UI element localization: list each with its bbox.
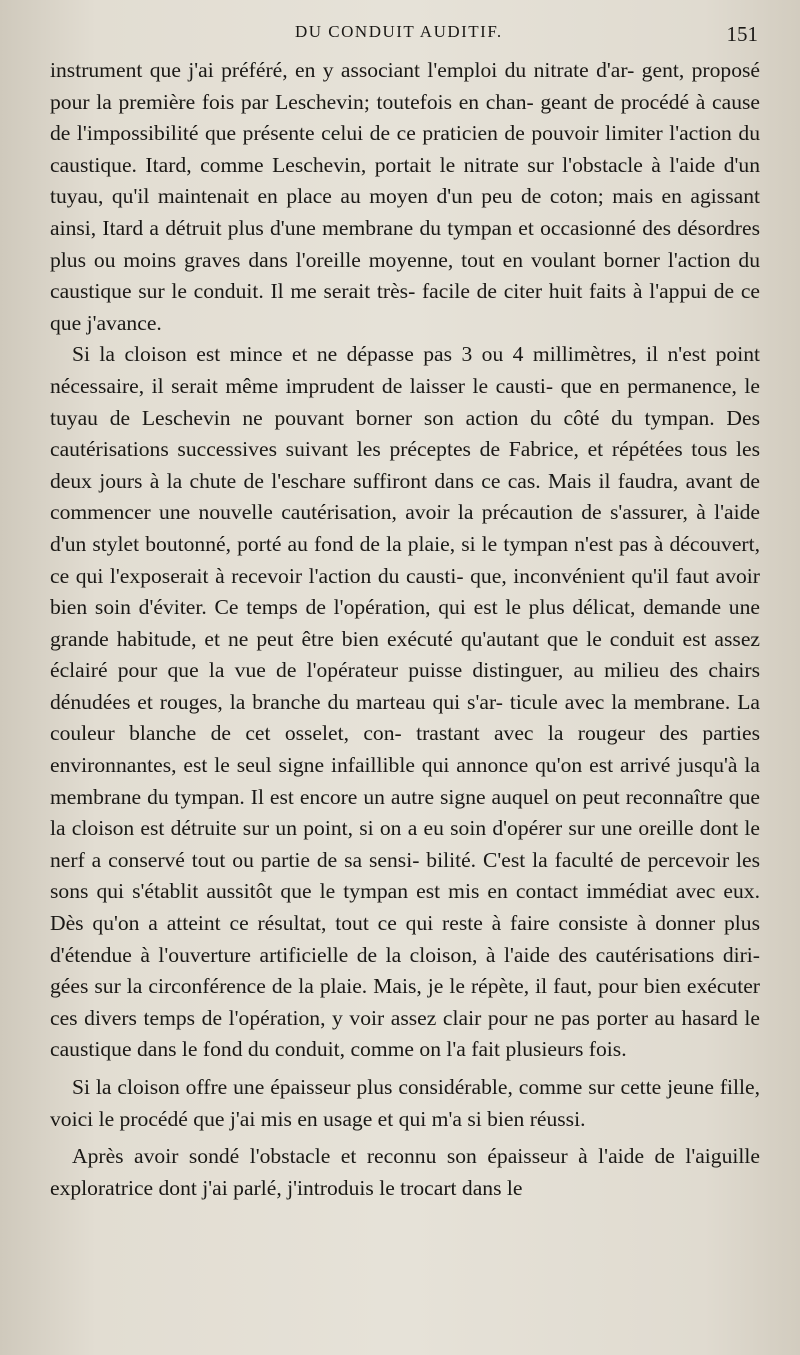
paragraph: Si la cloison offre une épaisseur plus considérable, comme sur cette jeune fille, voici le procédé que j'ai mis en usage et qui m'a si bien réussi. <box>50 1075 760 1131</box>
paragraph: Après avoir sondé l'obstacle et reconnu son épaisseur à l'aide de l'aiguille exploratrice dont j'ai parlé, j'introduis le trocart dans le <box>50 1144 760 1200</box>
body-text <box>50 55 760 1204</box>
paragraph: Si la cloison est mince et ne dépasse pas 3 ou 4 millimètres, il n'est point nécessaire, il serait même imprudent de laisser le causti- que en permanence, le tuyau de Leschevin ne pouvant borner son action du côté du tympan. Des cautérisations successives suivant les préceptes de Fabrice, et répétées tous les deux jours à la chute de l'eschare suffiront dans ce cas. Mais il faudra, avant de commencer une nouvelle cautérisation, avoir la précaution de s'assurer, à l'aide d'un stylet boutonné, porté au fond de la plaie, si le tympan n'est pas à découvert, ce qui l'exposerait à recevoir l'action du causti- que, inconvénient qu'il faut avoir bien soin d'éviter. Ce temps de l'opération, qui est le plus délicat, demande une grande habitude, et ne peut être bien exécuté qu'autant que le conduit est assez éclairé pour que la vue de l'opérateur puisse distinguer, au milieu des chairs dénudées et rouges, la branche du marteau qui s'ar- ticule avec la membrane. La couleur blanche de cet osselet, con- trastant avec la rougeur des parties environnantes, est le seul signe infaillible qui annonce qu'on est arrivé jusqu'à la membrane du tympan. Il est encore un autre signe auquel on peut reconnaître que la cloison est détruite sur un point, si on a eu soin d'opérer sur une oreille dont le nerf a conservé tout ou partie de sa sensi- bilité. C'est la faculté de percevoir les sons qui s'établit aussitôt que le tympan est mis en contact immédiat avec eux. Dès qu'on a atteint ce résultat, tout ce qui reste à faire consiste à donner plus d'étendue à l'ouverture artificielle de la cloison, à l'aide des cautérisations diri- gées sur la circonférence de la plaie. Mais, je le répète, il faut, pour bien exécuter ces divers temps de l'opération, y voir assez clair pour ne pas porter au hasard le caustique dans le fond du conduit, comme on l'a fait plusieurs fois. <box>50 342 760 1062</box>
running-head <box>0 18 800 48</box>
paragraph: instrument que j'ai préféré, en y associant l'emploi du nitrate d'ar- gent, proposé pour la première fois par Leschevin; toutefois en chan- geant de procédé à cause de l'impossibilité que présente celui de ce praticien de pouvoir limiter l'action du caustique. Itard, comme Leschevin, portait le nitrate sur l'obstacle à l'aide d'un tuyau, qu'il maintenait en place au moyen d'un peu de coton; mais en agissant ainsi, Itard a détruit plus d'une membrane du tympan et occasionné des désordres plus ou moins graves dans l'oreille moyenne, tout en voulant borner l'action du caustique sur le conduit. Il me serait très- facile de citer huit faits à l'appui de ce que j'avance. <box>50 58 760 335</box>
page-number: 151 <box>726 22 758 46</box>
running-title: DU CONDUIT AUDITIF. <box>295 22 503 41</box>
